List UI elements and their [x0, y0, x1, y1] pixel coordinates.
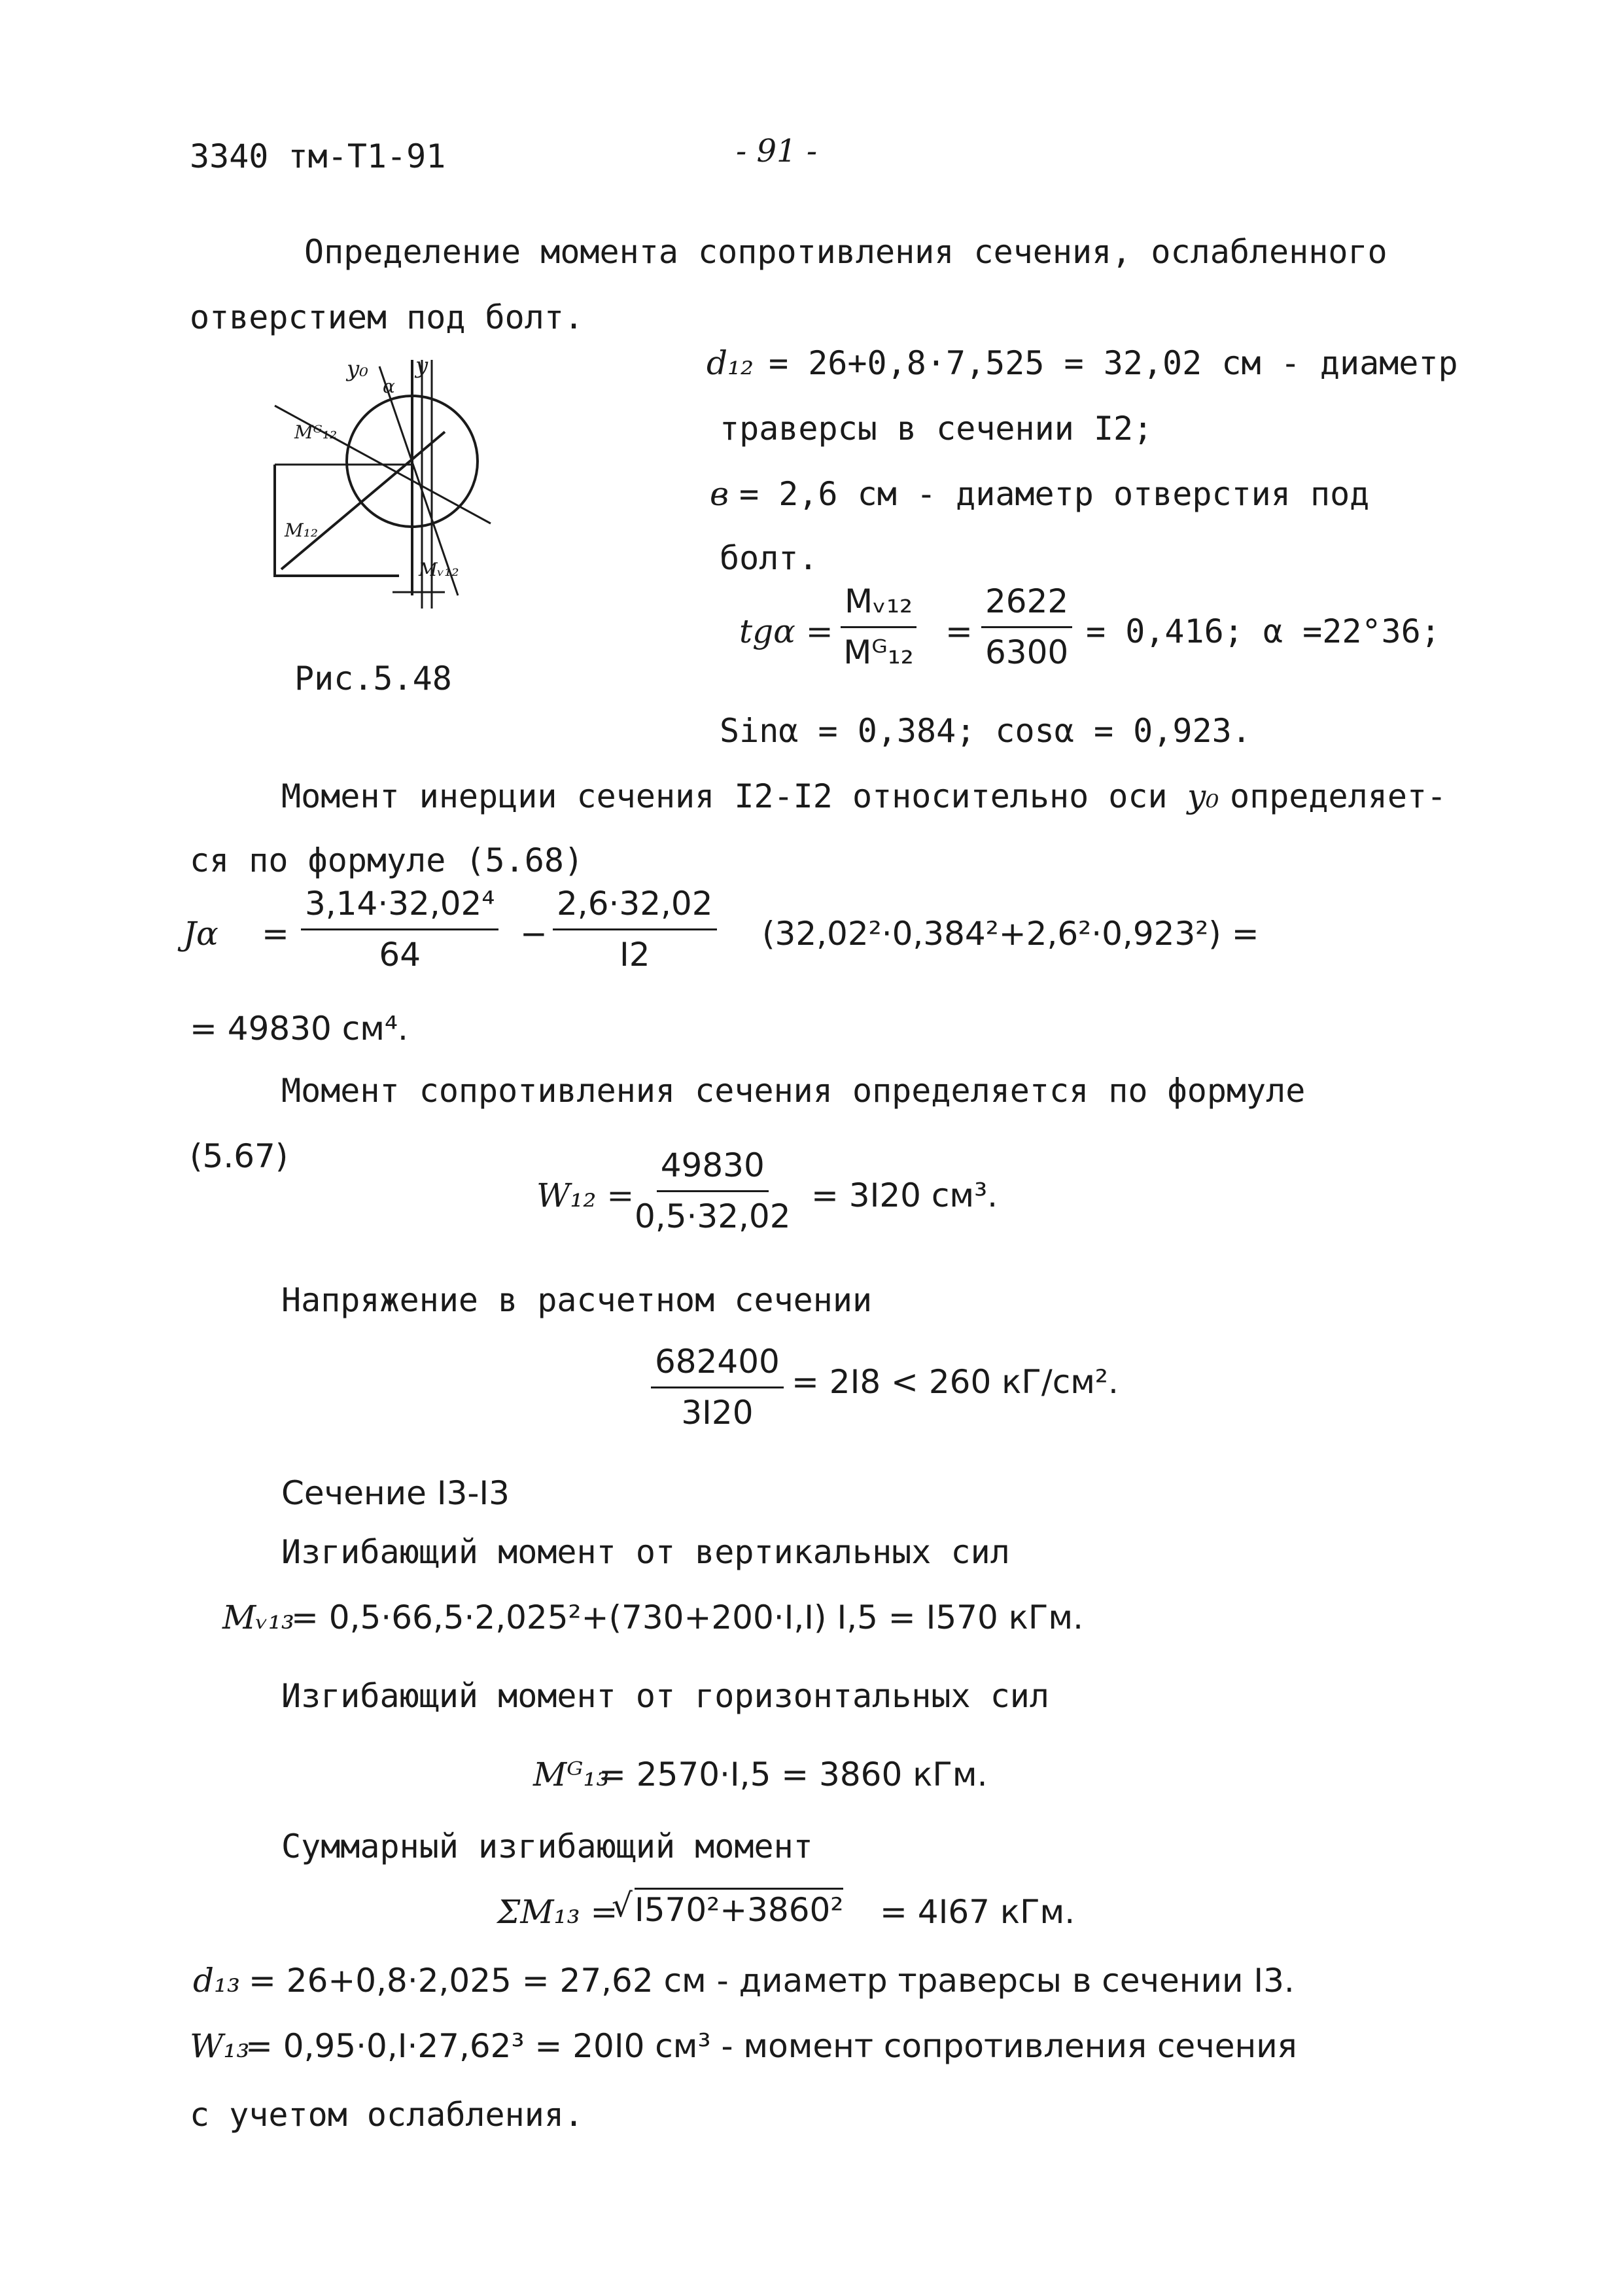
b-formula: = 2,6 см - диаметр отверстия под [739, 475, 1370, 513]
modulus-numerator: 49830 [657, 1145, 769, 1192]
vertical-moment-intro: Изгибающий момент от вертикальных сил [281, 1533, 1010, 1571]
d13-label: d₁₃ [193, 1962, 241, 2000]
modulus-denominator: 0,5·32,02 [635, 1197, 791, 1235]
page-number: - 91 - [736, 133, 818, 169]
b-continuation: болт. [720, 539, 818, 577]
section13-title: Сечение I3-I3 [281, 1474, 510, 1512]
m12g-label: Mᴳ₁₂ [294, 421, 338, 443]
vertical-moment-label: Mᵥ₁₃ [222, 1598, 294, 1636]
m12v-label: Mᵥ₁₂ [419, 559, 459, 580]
d13-formula: = 26+0,8·2,025 = 27,62 см - диаметр траверсы в сечении I3. [249, 1962, 1295, 2000]
inertia-intro-line2: ся по формуле (5.68) [190, 841, 584, 879]
total-moment-intro: Суммарный изгибающий момент [281, 1828, 813, 1865]
stress-intro: Напряжение в расчетном сечении [281, 1281, 873, 1319]
J-alpha-label: Jα [183, 915, 218, 953]
inertia-intro-line1-end: определяет- [1230, 777, 1447, 815]
y-label: y [415, 353, 428, 379]
tg-value-numerator: 2622 [981, 581, 1072, 628]
d12-label: d₁₂ [707, 344, 754, 382]
stress-result: = 2I8 < 260 кГ/см². [792, 1363, 1119, 1401]
sqrt-sign: √ [612, 1886, 633, 1924]
tg-ratio-fraction [841, 581, 916, 673]
total-moment-result: = 4I67 кГм. [880, 1893, 1075, 1931]
y0-label: y₀ [347, 356, 368, 382]
tg-equals: = [945, 612, 973, 650]
y0-axis-ref: y₀ [1187, 777, 1219, 815]
horizontal-moment-label: Mᴳ₁₃ [533, 1756, 610, 1793]
stress-fraction [651, 1341, 784, 1433]
d12-formula: = 26+0,8·7,525 = 32,02 см - диаметр [769, 344, 1458, 382]
document-code: 3340 тм-Т1-91 [190, 137, 446, 175]
tg-result: = 0,416; α =22°36; [1086, 612, 1440, 650]
inertia-fraction-1-numerator: 3,14·32,02⁴ [301, 883, 498, 930]
figure-5-48 [249, 340, 523, 628]
b-label: в [710, 475, 729, 513]
inertia-bracket: (32,02²·0,384²+2,6²·0,923²) = [762, 915, 1259, 953]
inertia-minus: − [520, 915, 548, 953]
tg-label: tgα = [739, 612, 833, 650]
horizontal-moment-formula: = 2570·I,5 = 3860 кГм. [599, 1756, 988, 1793]
sqrt-radicand: I570²+3860² [635, 1888, 843, 1928]
W13-continuation: с учетом ослабления. [190, 2096, 584, 2134]
tg-ratio-denominator: Mᴳ₁₂ [843, 633, 914, 671]
m12-label: M₁₂ [285, 520, 319, 541]
inertia-fraction-2-denominator: I2 [620, 935, 650, 974]
inertia-fraction-2 [553, 883, 717, 975]
W13-formula: = 0,95·0,I·27,62³ = 20I0 см³ - момент сопротивления сечения [245, 2027, 1297, 2065]
stress-denominator: 3I20 [681, 1393, 754, 1432]
W12-label: W₁₂ = [536, 1176, 635, 1214]
inertia-result: = 49830 см⁴. [190, 1010, 408, 1048]
sin-cos-values: Sinα = 0,384; cosα = 0,923. [720, 712, 1251, 750]
tg-value-denominator: 6300 [985, 633, 1069, 671]
W13-label: W₁₃ [190, 2027, 250, 2065]
tg-ratio-numerator: Mᵥ₁₂ [841, 581, 916, 628]
tg-value-fraction [981, 581, 1072, 673]
section-title-line1: Определение момента сопротивления сечения, ослабленного [304, 233, 1387, 271]
figure-caption: Рис.5.48 [294, 660, 452, 698]
stress-numerator: 682400 [651, 1341, 784, 1388]
total-moment-label: ΣM₁₃ = [497, 1893, 618, 1931]
inertia-fraction-1 [301, 883, 498, 975]
vertical-moment-formula: = 0,5·66,5·2,025²+(730+200·I,I) I,5 = I570 кГм. [291, 1598, 1083, 1636]
alpha-label: α [383, 376, 395, 397]
d12-continuation: траверсы в сечении I2; [720, 410, 1153, 448]
modulus-fraction [635, 1145, 791, 1237]
modulus-result: = 3I20 см³. [811, 1176, 998, 1214]
inertia-intro-line1: Момент инерции сечения I2-I2 относительно оси [281, 777, 1168, 815]
modulus-formula-ref: (5.67) [190, 1137, 288, 1175]
section-title-line2: отверстием под болт. [190, 298, 584, 336]
resultant-moment-vector [281, 432, 445, 569]
horizontal-moment-intro: Изгибающий момент от горизонтальных сил [281, 1677, 1049, 1715]
modulus-intro: Момент сопротивления сечения определяется по формуле [281, 1072, 1306, 1110]
inertia-fraction-2-numerator: 2,6·32,02 [553, 883, 717, 930]
inertia-equals: = [262, 915, 289, 953]
inertia-fraction-1-denominator: 64 [379, 935, 421, 974]
